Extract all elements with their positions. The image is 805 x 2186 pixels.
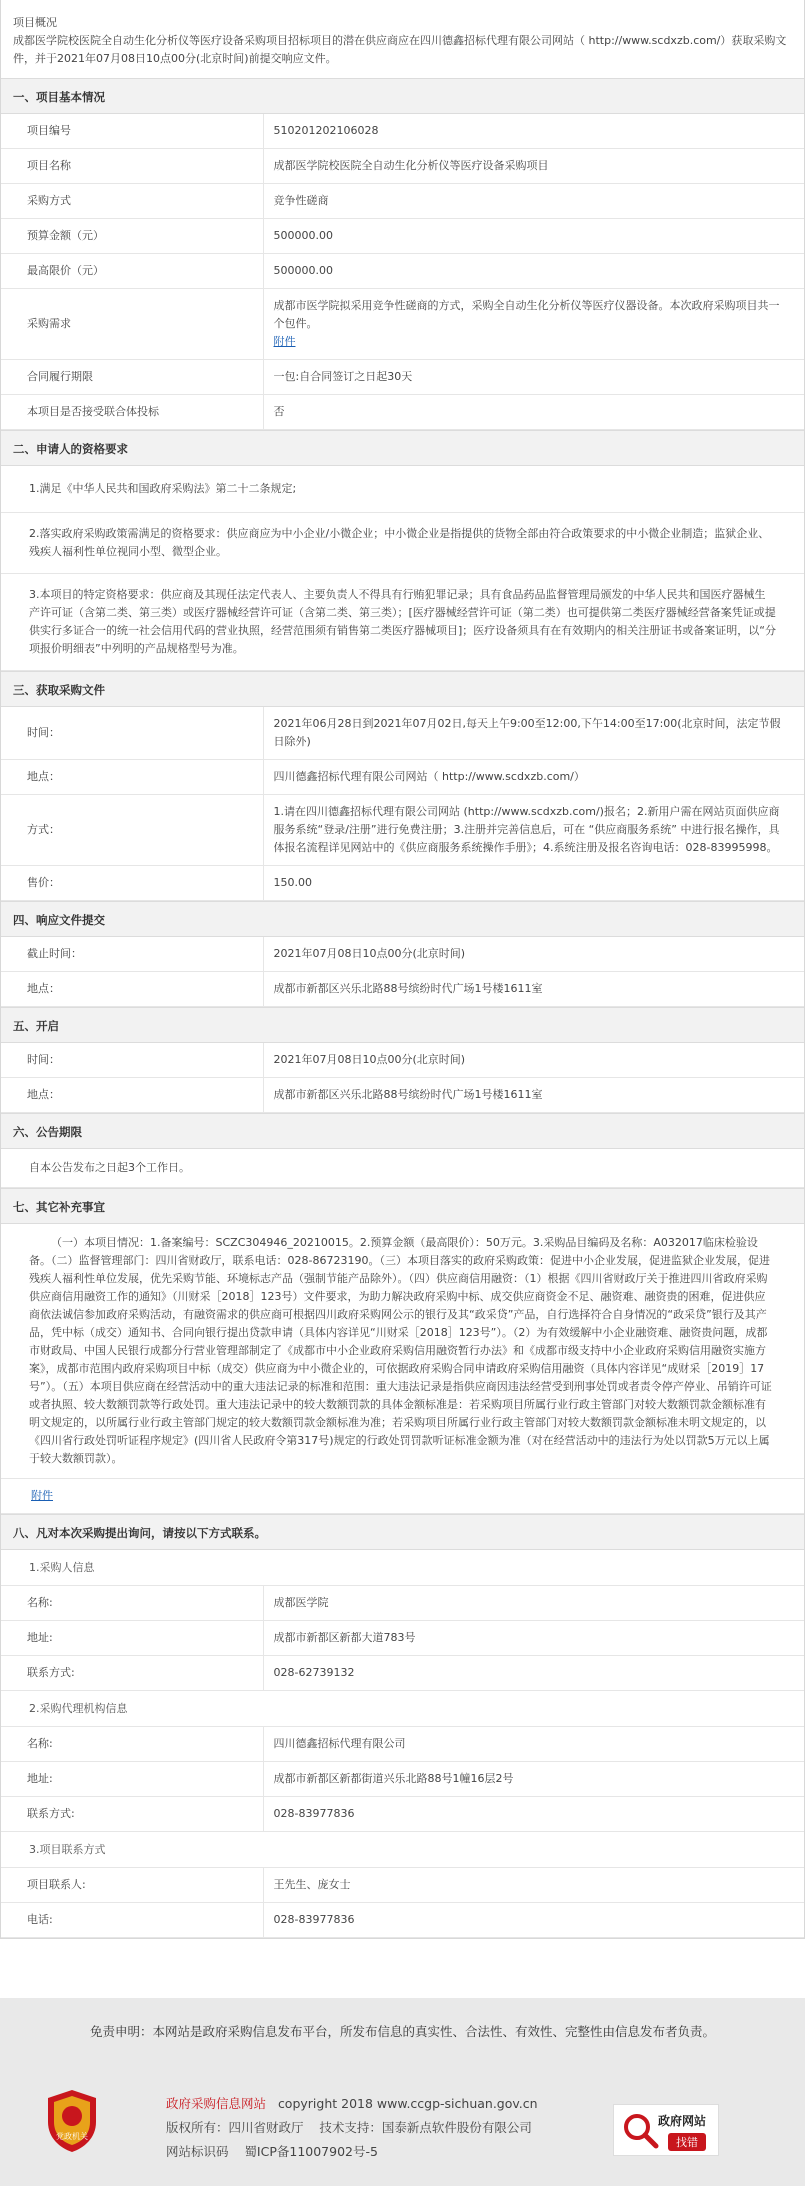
row-label: 售价：	[1, 866, 263, 901]
row-label: 时间：	[1, 1043, 263, 1078]
badge-subtitle: 找错	[668, 2133, 706, 2151]
row-value: 2021年07月08日10点00分(北京时间)	[263, 1043, 804, 1078]
row-label: 地点：	[1, 972, 263, 1007]
purchaser-table	[1, 1586, 804, 1691]
agency-table	[1, 1727, 804, 1832]
table-row	[1, 707, 804, 760]
badge-title: 政府网站	[658, 2114, 707, 2128]
open-table	[1, 1043, 804, 1113]
gov-site-error-report-badge[interactable]	[613, 2104, 719, 2156]
row-value	[263, 289, 804, 360]
table-row	[1, 760, 804, 795]
site-footer	[0, 1998, 805, 2186]
project-contact-table	[1, 1868, 804, 1938]
row-value: 500000.00	[263, 254, 804, 289]
row-label: 地址:	[1, 1762, 263, 1797]
table-row	[1, 149, 804, 184]
row-label: 合同履行期限	[1, 360, 263, 395]
table-row	[1, 1078, 804, 1113]
attachment-link[interactable]: 附件	[273, 335, 296, 348]
row-label: 地点：	[1, 1078, 263, 1113]
contact-subheading: 3.项目联系方式	[1, 1832, 804, 1868]
acquire-table	[1, 707, 804, 901]
disclaimer: 免责申明：本网站是政府采购信息发布平台，所发布信息的真实性、合法性、有效性、完整性由信息发布者负责。	[89, 2024, 715, 2039]
attachment-link[interactable]: 附件	[31, 1489, 53, 1502]
row-label: 采购需求	[1, 289, 263, 360]
footer-line-2	[166, 2116, 538, 2140]
emblem-icon	[44, 2088, 100, 2154]
row-value: 028-62739132	[263, 1656, 804, 1691]
row-label: 项目名称	[1, 149, 263, 184]
row-label: 项目联系人:	[1, 1868, 263, 1903]
owner: 版权所有：四川省财政厅	[166, 2120, 304, 2135]
row-value: 成都市新都区新都大道783号	[263, 1621, 804, 1656]
row-label: 预算金额（元）	[1, 219, 263, 254]
table-row	[1, 395, 804, 430]
table-row	[1, 114, 804, 149]
table-row	[1, 972, 804, 1007]
summary-text: 成都医学院校医院全自动生化分析仪等医疗设备采购项目招标项目的潜在供应商应在四川德鑫招标代理有限公司网站（ http://www.scdxzb.com/）获取采购文件，并于2021年07月08日10点00分(北京时间)前提交响应文件。	[13, 34, 787, 65]
party-government-logo[interactable]	[44, 2088, 100, 2154]
section-heading: 六、公告期限	[1, 1113, 804, 1149]
site-id: 网站标识码	[166, 2144, 229, 2159]
table-row	[1, 1586, 804, 1621]
row-value: 成都医学院	[263, 1586, 804, 1621]
row-value: 四川德鑫招标代理有限公司	[263, 1727, 804, 1762]
table-row	[1, 1621, 804, 1656]
row-label: 联系方式:	[1, 1656, 263, 1691]
row-value: 一包:自合同签订之日起30天	[263, 360, 804, 395]
row-label: 名称:	[1, 1727, 263, 1762]
table-row	[1, 1797, 804, 1832]
row-label: 最高限价（元）	[1, 254, 263, 289]
table-row	[1, 1656, 804, 1691]
row-value: 150.00	[263, 866, 804, 901]
qualification-item: 1.满足《中华人民共和国政府采购法》第二十二条规定;	[1, 466, 804, 513]
tech-support: 技术支持：国泰新点软件股份有限公司	[319, 2120, 532, 2135]
qualification-item: 2.落实政府采购政策需满足的资格要求：供应商应为中小企业/小微企业；中小微企业是指提供的货物全部由符合政策要求的中小微企业制造；监狱企业、残疾人福利性单位视同小型、微型企业。	[1, 513, 804, 574]
section-heading: 八、凡对本次采购提出询问，请按以下方式联系。	[1, 1514, 804, 1550]
section-heading: 五、开启	[1, 1007, 804, 1043]
row-label: 联系方式:	[1, 1797, 263, 1832]
row-value: 2021年06月28日到2021年07月02日,每天上午9:00至12:00,下午14:00至17:00(北京时间，法定节假日除外)	[263, 707, 804, 760]
magnifier-icon	[620, 2110, 660, 2150]
table-row	[1, 1903, 804, 1938]
basic-info-table	[1, 114, 804, 430]
row-value: 510201202106028	[263, 114, 804, 149]
row-value: 成都市新都区兴乐北路88号缤纷时代广场1号楼1611室	[263, 972, 804, 1007]
row-value: 028-83977836	[263, 1903, 804, 1938]
project-summary	[1, 0, 804, 78]
footer-info	[166, 2092, 538, 2164]
table-row	[1, 219, 804, 254]
supplement-attachment	[1, 1479, 804, 1514]
table-row	[1, 1868, 804, 1903]
section-heading: 七、其它补充事宜	[1, 1188, 804, 1224]
section-heading: 四、响应文件提交	[1, 901, 804, 937]
section-heading: 三、获取采购文件	[1, 671, 804, 707]
table-row	[1, 1727, 804, 1762]
contact-subheading: 2.采购代理机构信息	[1, 1691, 804, 1727]
row-label: 本项目是否接受联合体投标	[1, 395, 263, 430]
table-row	[1, 1762, 804, 1797]
row-value: 成都市新都区兴乐北路88号缤纷时代广场1号楼1611室	[263, 1078, 804, 1113]
table-row	[1, 184, 804, 219]
contact-subheading: 1.采购人信息	[1, 1550, 804, 1586]
row-label: 截止时间：	[1, 937, 263, 972]
row-label: 时间：	[1, 707, 263, 760]
row-value: 成都医学院校医院全自动生化分析仪等医疗设备采购项目	[263, 149, 804, 184]
table-row	[1, 289, 804, 360]
row-label: 地点：	[1, 760, 263, 795]
site-name-link[interactable]: 政府采购信息网站	[166, 2096, 267, 2111]
submit-table	[1, 937, 804, 1007]
row-value: 否	[263, 395, 804, 430]
footer-line-3	[166, 2140, 538, 2164]
table-row	[1, 1043, 804, 1078]
row-value: 1.请在四川德鑫招标代理有限公司网站 (http://www.scdxzb.com/)报名；2.新用户需在网站页面供应商服务系统“登录/注册”进行免费注册；3.注册并完善信息后，可在 “供应商服务系统” 中进行报名操作，具体报名流程详见网站中的《供应商服务系统操作手册》；4.系统注册及报名咨询电话：028-83995998。	[263, 795, 804, 866]
row-label: 电话:	[1, 1903, 263, 1938]
table-row	[1, 937, 804, 972]
qualification-item: 3.本项目的特定资格要求：供应商及其现任法定代表人、主要负责人不得具有行贿犯罪记录；具有食品药品监督管理局颁发的中华人民共和国医疗器械生产许可证（含第二类、第三类）或医疗器械经营许可证（含第二类、第三类）；[医疗器械经营许可证（第二类）也可提供第二类医疗器械经营备案凭证或提供实行多证合一的统一社会信用代码的营业执照，经营范围须有销售第二类医疗器械项目]；医疗设备须具有在有效期内的相关注册证书或备案证明，以“分项报价明细表”中列明的产品规格型号为准。	[1, 574, 804, 671]
table-row	[1, 866, 804, 901]
row-value: 竞争性磋商	[263, 184, 804, 219]
table-row	[1, 795, 804, 866]
row-value: 028-83977836	[263, 1797, 804, 1832]
row-label: 项目编号	[1, 114, 263, 149]
row-label: 名称:	[1, 1586, 263, 1621]
copyright: copyright 2018 www.ccgp-sichuan.gov.cn	[277, 2096, 538, 2111]
icp-link[interactable]: 蜀ICP备11007902号-5	[244, 2144, 378, 2159]
footer-line-1	[166, 2092, 538, 2116]
row-value: 王先生、庞女士	[263, 1868, 804, 1903]
row-value: 四川德鑫招标代理有限公司网站（ http://www.scdxzb.com/）	[263, 760, 804, 795]
row-label: 地址:	[1, 1621, 263, 1656]
summary-caption: 项目概况	[13, 16, 57, 29]
section-heading: 一、项目基本情况	[1, 78, 804, 114]
section-heading: 二、申请人的资格要求	[1, 430, 804, 466]
row-value: 500000.00	[263, 219, 804, 254]
row-label: 方式：	[1, 795, 263, 866]
table-row	[1, 254, 804, 289]
table-row	[1, 360, 804, 395]
notice-period: 自本公告发布之日起3个工作日。	[1, 1149, 804, 1188]
logo-text: 党政机关	[56, 2132, 88, 2141]
supplement-text: （一）本项目情况：1.备案编号：SCZC304946_20210015。2.预算金额（最高限价）：50万元。3.采购品目编码及名称：A032017临床检验设备。（二）监督管理部门：四川省财政厅，联系电话：028-86723190。（三）本项目落实的政府采购政策：促进中小企业发展，促进监狱企业发展，促进残疾人福利性单位发展，优先采购节能、环境标志产品（强制节能产品除外）。（四）供应商信用融资：（1）根据《四川省财政厅关于推进四川省政府采购供应商信用融资工作的通知》（川财采［2018］123号）文件要求，为助力解决政府采购中标、成交供应商资金不足、融资难、融资贵的困难，促进供应商依法诚信参加政府采购活动，有融资需求的供应商可根据四川政府采购网公示的银行及其“政采贷”产品，自行选择符合自身情况的“政采贷”银行及其产品，凭中标（成交）通知书、合同向银行提出贷款申请（具体内容详见“川财采［2018］123号”）。（2）为有效缓解中小企业融资难、融资贵问题，成都市财政局、中国人民银行成都分行营业管理部制定了《成都市中小企业政府采购信用融资暂行办法》和《成都市级支持中小企业政府采购信用融资实施方案》，成都市范围内政府采购项目中标（成交）供应商为中小微企业的，可依据政府采购合同申请政府采购信用融资（具体内容详见“成财采［2019］17号”）。（五）本项目供应商在经营活动中的重大违法记录的标准和范围：重大违法记录是指供应商因违法经营受到刑事处罚或者责令停产停业、吊销许可证或者执照、较大数额罚款等行政处罚。重大违法记录中的较大数额罚款的具体金额标准是：若采购项目所属行业行政主管部门对较大数额罚款金额标准有明文规定的，以所属行业行政主管部门规定的较大数额罚款金额标准为准；若采购项目所属行业行政主管部门对较大数额罚款金额标准未明文规定的，以《四川省行政处罚听证程序规定》(四川省人民政府令第317号)规定的行政处罚罚款听证标准金额为准（对在经营活动中的违法行为处以罚款5万元以上属于较大数额罚款）。	[1, 1224, 804, 1479]
row-value: 2021年07月08日10点00分(北京时间)	[263, 937, 804, 972]
demand-text: 成都市医学院拟采用竞争性磋商的方式，采购全自动生化分析仪等医疗仪器设备。本次政府采购项目共一个包件。	[273, 299, 780, 330]
row-value: 成都市新都区新都街道兴乐北路88号1幢16层2号	[263, 1762, 804, 1797]
row-label: 采购方式	[1, 184, 263, 219]
